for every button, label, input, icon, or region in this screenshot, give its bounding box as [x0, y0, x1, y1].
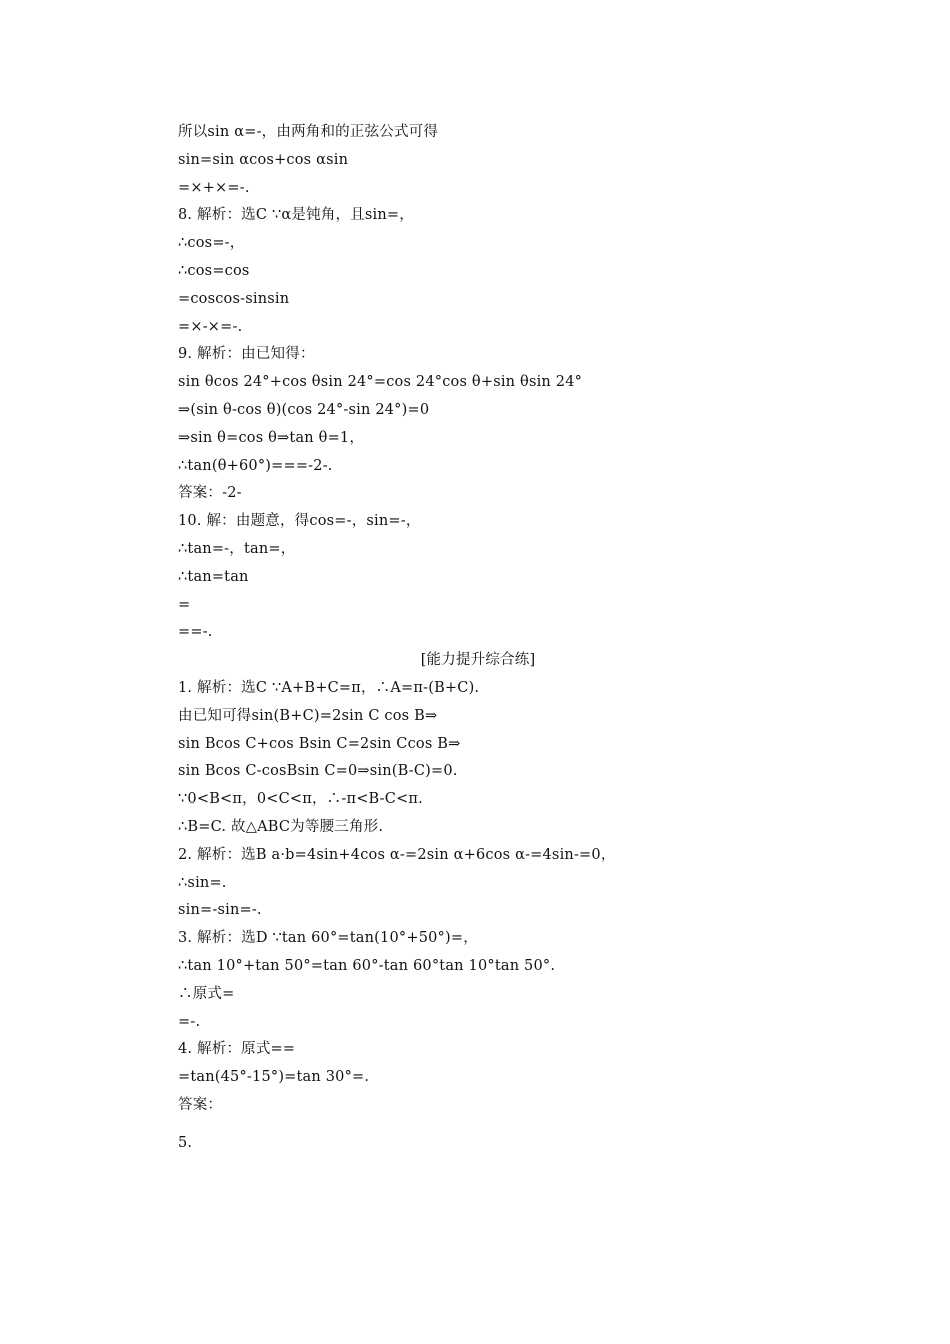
text-line: =-.: [178, 1013, 201, 1030]
text-line: sin=-sin=-.: [178, 902, 262, 919]
text-line: ∴B=C. 故△ABC为等腰三角形.: [178, 818, 384, 835]
text-line: 答案：-2-: [178, 485, 242, 502]
text-line: ∵0<B<π，0<C<π，∴-π<B-C<π.: [178, 791, 423, 808]
text-line: 5.: [178, 1134, 193, 1151]
text-line: 8. 解析：选C ∵α是钝角，且sin=，: [178, 207, 414, 224]
text-line: 答案：: [178, 1096, 223, 1113]
text-line: ∴cos=cos: [178, 262, 250, 279]
text-line: =×+×=-.: [178, 179, 250, 196]
text-line: 1. 解析：选C ∵A+B+C=π，∴A=π-(B+C).: [178, 679, 480, 696]
text-line: 9. 解析：由已知得：: [178, 346, 315, 363]
text-line: ⇒sin θ=cos θ⇒tan θ=1，: [178, 429, 365, 446]
text-line: 2. 解析：选B a·b=4sin+4cos α-=2sin α+6cos α-=4sin-=0，: [178, 846, 616, 863]
text-line: =: [178, 596, 191, 613]
text-line: ∴cos=-，: [178, 235, 245, 252]
text-line: ⇒(sin θ-cos θ)(cos 24°-sin 24°)=0: [178, 401, 430, 418]
text-line: 3. 解析：选D ∵tan 60°=tan(10°+50°)=，: [178, 930, 478, 947]
text-line: 由已知可得sin(B+C)=2sin C cos B⇒: [178, 707, 438, 724]
text-line: ∴tan=tan: [178, 568, 249, 585]
text-line: ∴tan 10°+tan 50°=tan 60°-tan 60°tan 10°tan 50°.: [178, 957, 556, 974]
text-line: ∴tan(θ+60°)===-2-.: [178, 457, 333, 474]
text-line: ==-.: [178, 624, 213, 641]
text-line: 10. 解：由题意，得cos=-，sin=-，: [178, 513, 421, 530]
solution-text: [178, 119, 778, 1157]
text-line: sin Bcos C+cos Bsin C=2sin Ccos B⇒: [178, 735, 461, 752]
text-line: sin Bcos C-cosBsin C=0⇒sin(B-C)=0.: [178, 763, 458, 780]
text-line: sin θcos 24°+cos θsin 24°=cos 24°cos θ+sin θsin 24°: [178, 374, 583, 391]
text-line: ∴sin=.: [178, 874, 227, 891]
text-line: =tan(45°-15°)=tan 30°=.: [178, 1069, 370, 1086]
text-line: 4. 解析：原式==: [178, 1041, 296, 1058]
text-line: ∴原式=: [178, 985, 235, 1002]
text-line: =×-×=-.: [178, 318, 243, 335]
text-line: sin=sin αcos+cos αsin: [178, 151, 349, 168]
section-heading: [能力提升综合练]: [420, 652, 536, 669]
text-line: ∴tan=-，tan=，: [178, 540, 296, 557]
text-line: =coscos-sinsin: [178, 290, 290, 307]
text-line: 所以sin α=-，由两角和的正弦公式可得: [178, 124, 439, 140]
